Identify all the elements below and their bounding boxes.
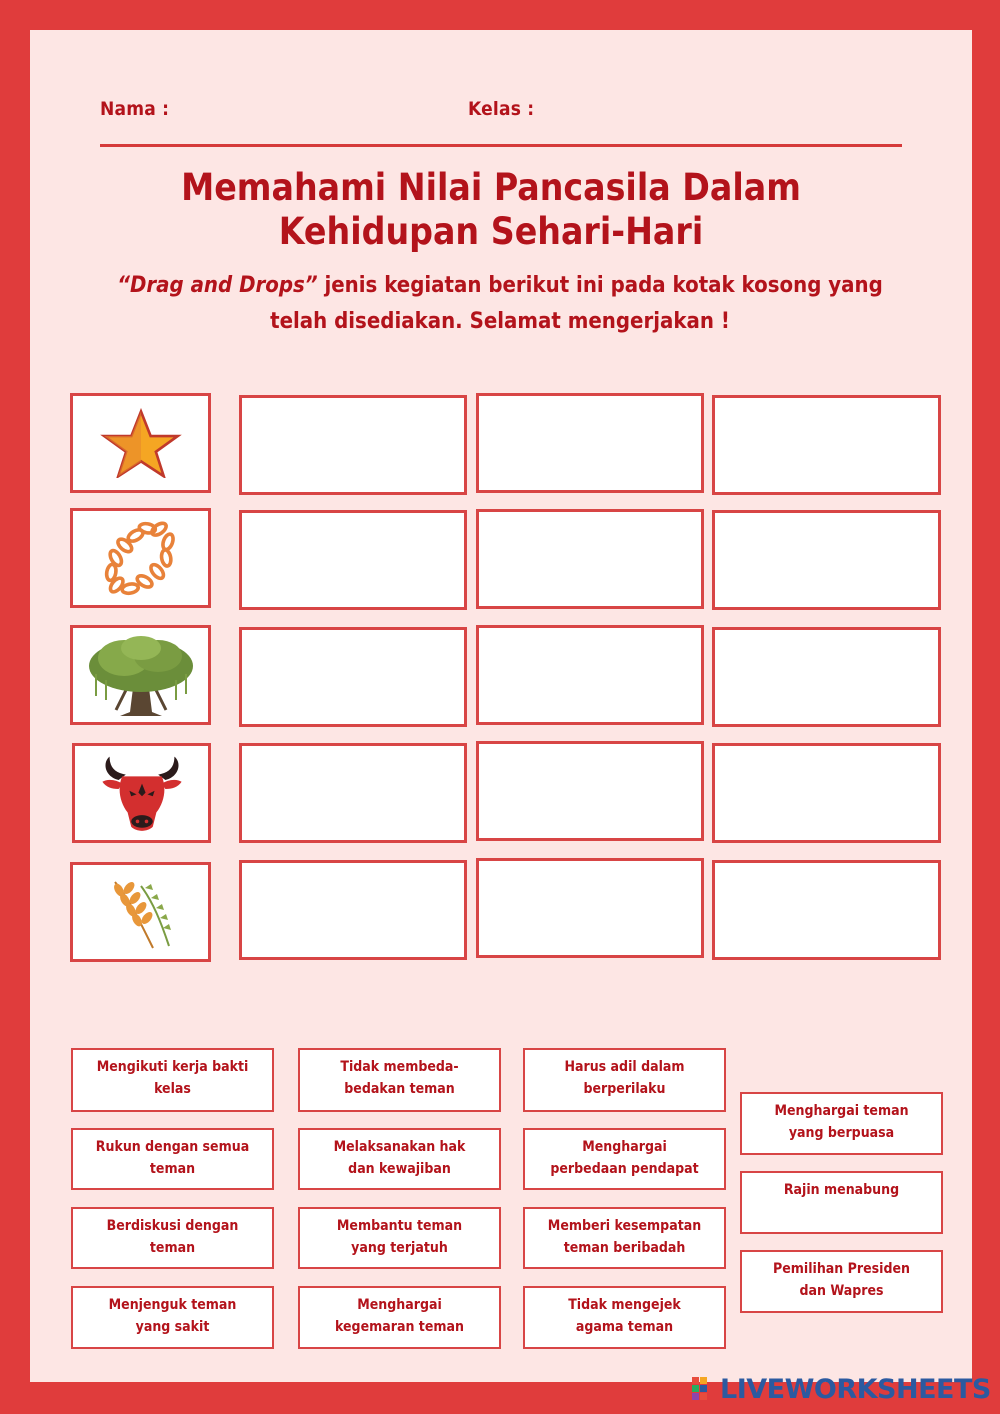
bull-head-icon xyxy=(97,751,187,836)
drop-box-r5-c3[interactable] xyxy=(712,860,941,960)
drag-card[interactable]: Menghargai kegemaran teman xyxy=(298,1286,501,1349)
drag-card[interactable]: Harus adil dalam berperilaku xyxy=(523,1048,726,1112)
drag-card[interactable]: Tidak mengejek agama teman xyxy=(523,1286,726,1349)
page-title xyxy=(100,166,882,254)
drag-card[interactable]: Melaksanakan hak dan kewajiban xyxy=(298,1128,501,1190)
symbol-box-1 xyxy=(70,393,211,493)
drop-box-r2-c1[interactable] xyxy=(239,510,467,610)
drag-card[interactable]: Rukun dengan semua teman xyxy=(71,1128,274,1190)
nama-label: Nama : xyxy=(100,98,170,120)
title-line-1: Memahami Nilai Pancasila Dalam xyxy=(181,166,801,209)
rice-cotton-icon xyxy=(101,872,181,952)
drag-card[interactable]: Memberi kesempatan teman beribadah xyxy=(523,1207,726,1269)
drag-card[interactable]: Tidak membeda- bedakan teman xyxy=(298,1048,501,1112)
instruction-line-1: jenis kegiatan berikut ini pada kotak kosong yang xyxy=(317,273,883,298)
title-line-2: Kehidupan Sehari-Hari xyxy=(278,210,704,253)
drop-box-r2-c2[interactable] xyxy=(476,509,704,609)
drag-card[interactable]: Menghargai perbedaan pendapat xyxy=(523,1128,726,1190)
instruction-text xyxy=(90,268,910,340)
drop-box-r5-c1[interactable] xyxy=(239,860,467,960)
liveworksheets-logo xyxy=(692,1374,991,1404)
drop-box-r4-c1[interactable] xyxy=(239,743,467,843)
kelas-label: Kelas : xyxy=(468,98,535,120)
symbol-box-3 xyxy=(70,625,211,725)
instruction-emphasis: “Drag and Drops” xyxy=(117,273,318,298)
drop-box-r3-c3[interactable] xyxy=(712,627,941,727)
liveworksheets-mark-icon xyxy=(692,1375,716,1403)
symbol-box-2 xyxy=(70,508,211,608)
star-icon xyxy=(96,408,186,478)
drag-card[interactable]: Berdiskusi dengan teman xyxy=(71,1207,274,1269)
drag-card[interactable]: Menghargai teman yang berpuasa xyxy=(740,1092,943,1155)
drop-box-r3-c2[interactable] xyxy=(476,625,704,725)
drag-card[interactable]: Pemilihan Presiden dan Wapres xyxy=(740,1250,943,1313)
drop-box-r1-c2[interactable] xyxy=(476,393,704,493)
drop-box-r5-c2[interactable] xyxy=(476,858,704,958)
symbol-box-4 xyxy=(72,743,211,843)
chain-icon xyxy=(96,513,186,603)
drop-box-r1-c3[interactable] xyxy=(712,395,941,495)
drag-card[interactable]: Rajin menabung xyxy=(740,1171,943,1234)
drop-box-r3-c1[interactable] xyxy=(239,627,467,727)
symbol-box-5 xyxy=(70,862,211,962)
drag-card[interactable]: Mengikuti kerja bakti kelas xyxy=(71,1048,274,1112)
instruction-line-2: telah disediakan. Selamat mengerjakan ! xyxy=(270,309,730,334)
drop-box-r4-c3[interactable] xyxy=(712,743,941,843)
drag-card[interactable]: Menjenguk teman yang sakit xyxy=(71,1286,274,1349)
drop-box-r2-c3[interactable] xyxy=(712,510,941,610)
drag-card[interactable]: Membantu teman yang terjatuh xyxy=(298,1207,501,1269)
drop-box-r4-c2[interactable] xyxy=(476,741,704,841)
liveworksheets-brand: LIVEWORKSHEETS xyxy=(720,1373,991,1405)
header-divider xyxy=(100,144,902,147)
drop-box-r1-c1[interactable] xyxy=(239,395,467,495)
banyan-tree-icon xyxy=(86,630,196,720)
